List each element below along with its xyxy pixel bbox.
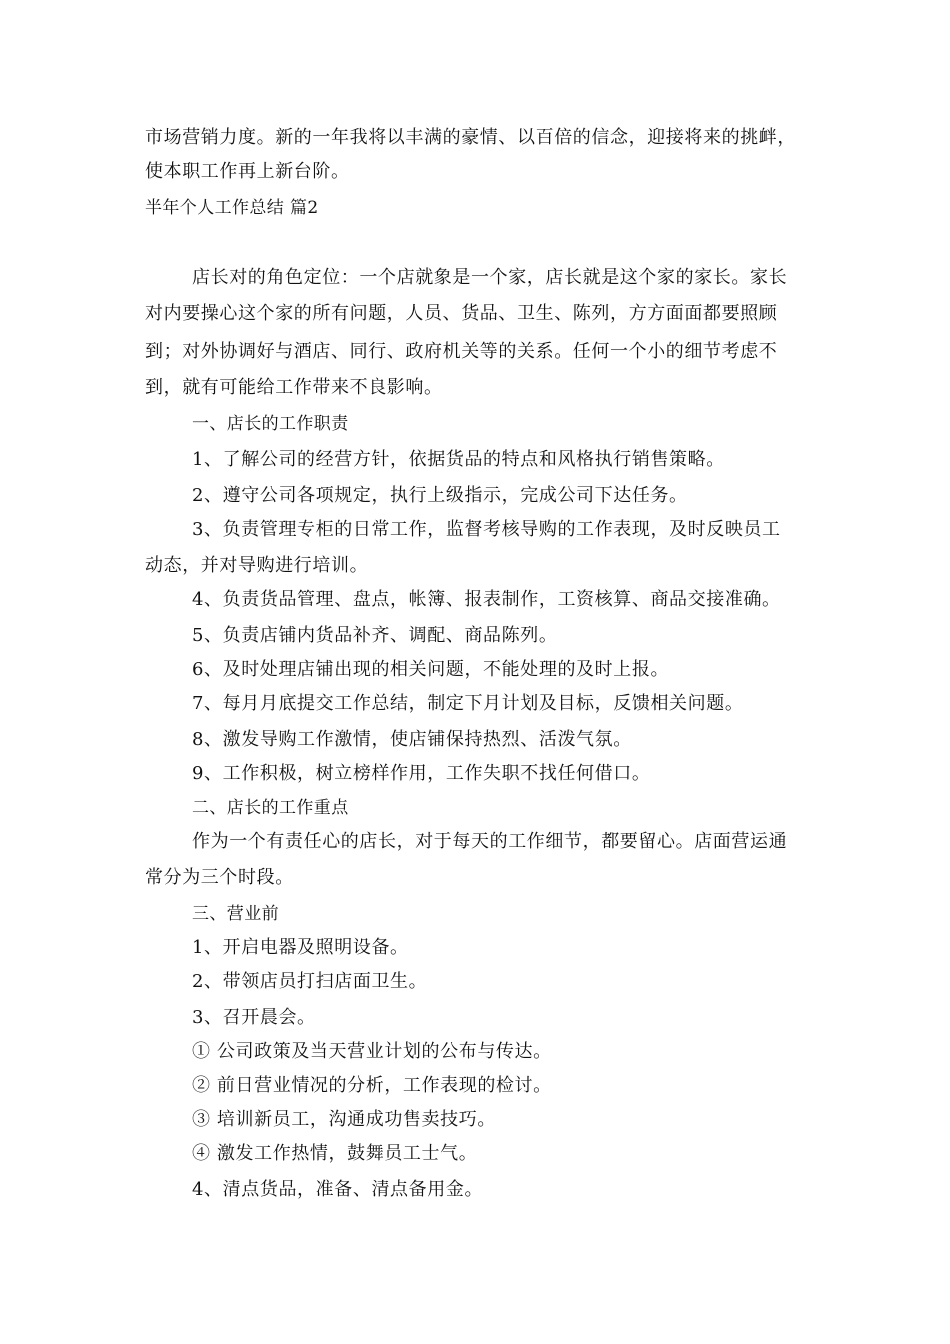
paragraph-line: 到，就有可能给工作带来不良影响。 — [145, 377, 443, 398]
list-item: 1、开启电器及照明设备。 — [192, 937, 409, 958]
list-item: 9、工作积极，树立榜样作用，工作失职不找任何借口。 — [192, 763, 651, 784]
paragraph-line: 市场营销力度。新的一年我将以丰满的豪情、以百倍的信念，迎接将来的挑衅， — [145, 127, 796, 148]
paragraph-line: 常分为三个时段。 — [145, 867, 294, 888]
list-item: 8、激发导购工作激情，使店铺保持热烈、活泼气氛。 — [192, 729, 632, 750]
list-item: 2、带领店员打扫店面卫生。 — [192, 971, 428, 992]
list-item: ① 公司政策及当天营业计划的公布与传达。 — [192, 1041, 552, 1062]
paragraph-line: 对内要操心这个家的所有问题，人员、货品、卫生、陈列，方方面面都要照顾 — [145, 303, 778, 324]
list-item: 1、了解公司的经营方针，依据货品的特点和风格执行销售策略。 — [192, 449, 725, 470]
subheading-before-open: 三、营业前 — [192, 904, 279, 924]
list-item: 5、负责店铺内货品补齐、调配、商品陈列。 — [192, 625, 558, 646]
list-item: 7、每月月底提交工作总结，制定下月计划及目标，反馈相关问题。 — [192, 693, 744, 714]
subheading-focus: 二、店长的工作重点 — [192, 798, 349, 818]
list-item: 4、负责货品管理、盘点，帐簿、报表制作，工资核算、商品交接准确。 — [192, 589, 781, 610]
list-item: 3、召开晨会。 — [192, 1007, 316, 1028]
list-item-continuation: 动态，并对导购进行培训。 — [145, 555, 369, 576]
list-item: ④ 激发工作热情，鼓舞员工士气。 — [192, 1143, 478, 1164]
paragraph-line: 店长对的角色定位：一个店就象是一个家，店长就是这个家的家长。家长 — [192, 267, 788, 288]
list-item: 3、负责管理专柜的日常工作，监督考核导购的工作表现，及时反映员工 — [192, 519, 781, 540]
list-item: 2、遵守公司各项规定，执行上级指示，完成公司下达任务。 — [192, 485, 688, 506]
subheading-duties: 一、店长的工作职责 — [192, 414, 349, 434]
paragraph-line: 作为一个有责任心的店长，对于每天的工作细节，都要留心。店面营运通 — [192, 831, 788, 852]
paragraph-line: 使本职工作再上新台阶。 — [145, 161, 350, 182]
list-item: 6、及时处理店铺出现的相关问题，不能处理的及时上报。 — [192, 659, 670, 680]
list-item: ③ 培训新员工，沟通成功售卖技巧。 — [192, 1109, 496, 1130]
paragraph-line: 到；对外协调好与酒店、同行、政府机关等的关系。任何一个小的细节考虑不 — [145, 341, 778, 362]
list-item: 4、清点货品，准备、清点备用金。 — [192, 1179, 484, 1200]
list-item: ② 前日营业情况的分析，工作表现的检讨。 — [192, 1075, 552, 1096]
section-title: 半年个人工作总结 篇2 — [145, 198, 319, 218]
